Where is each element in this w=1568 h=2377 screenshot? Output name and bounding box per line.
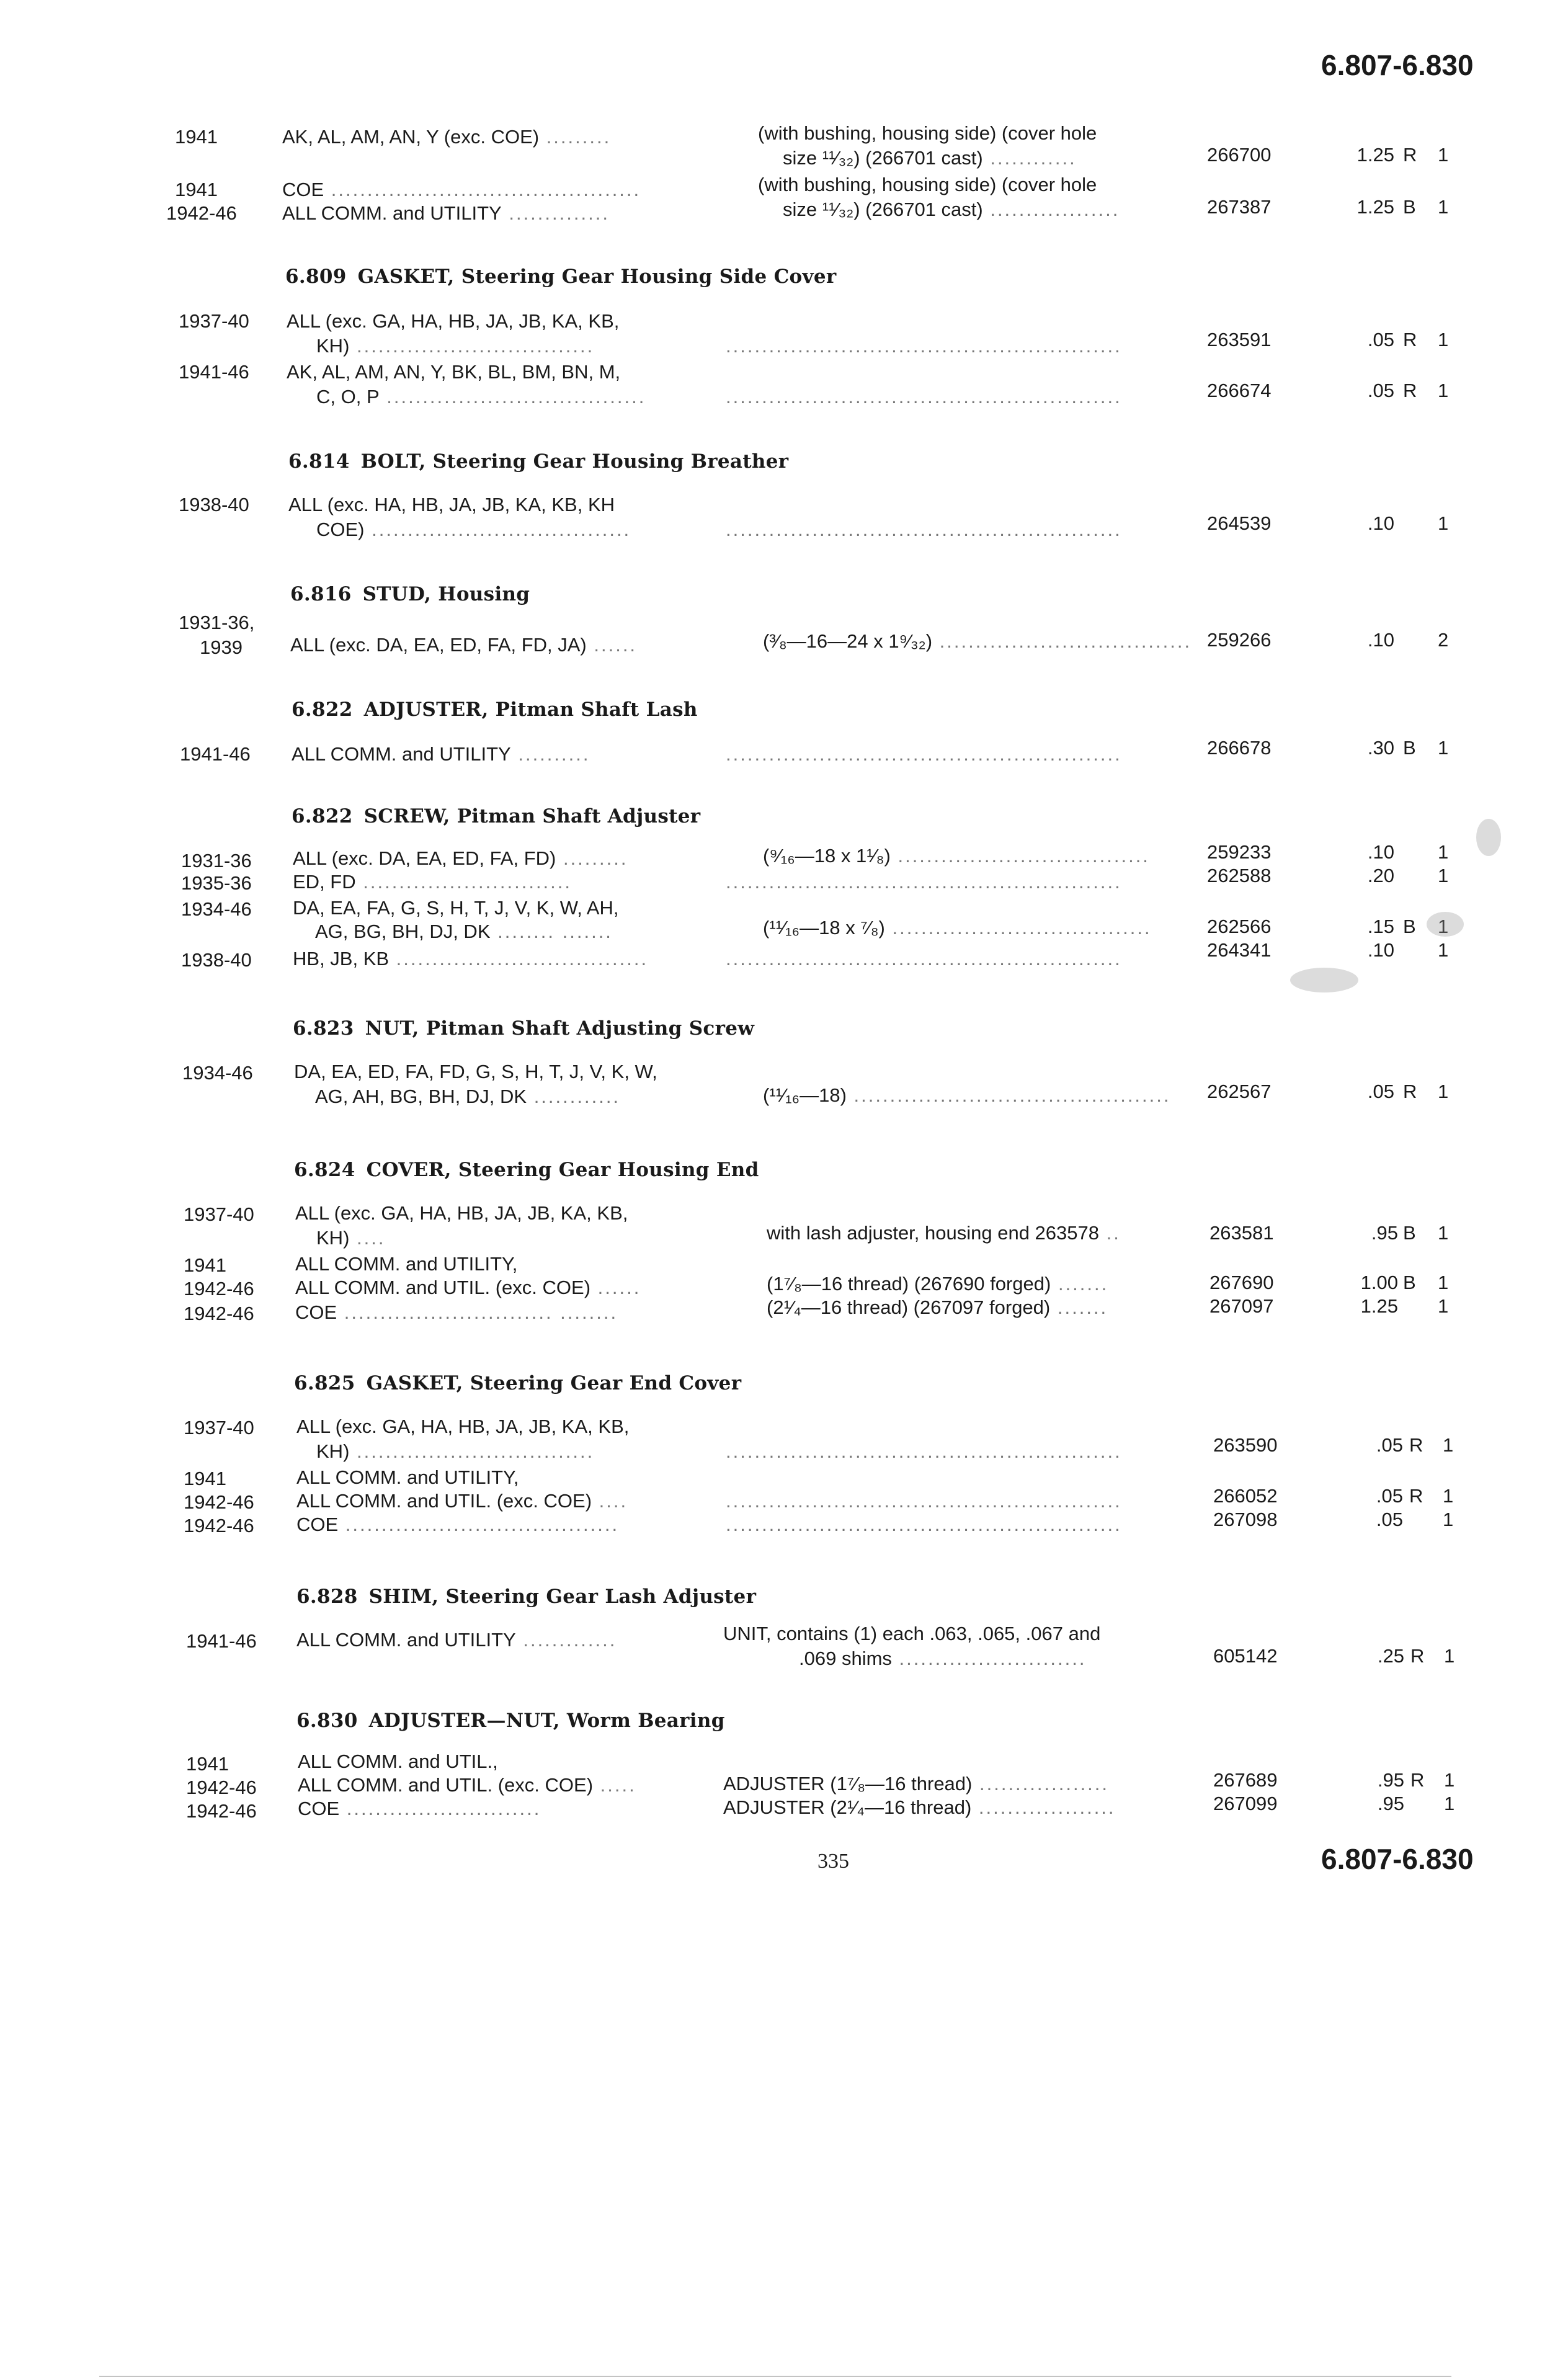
- year: 1937-40: [184, 1417, 254, 1438]
- model: KH) .................................: [316, 1440, 595, 1462]
- quantity: 1: [1438, 1222, 1449, 1244]
- year: 1935-36: [181, 872, 252, 894]
- quantity: 1: [1438, 865, 1449, 886]
- year: 1939: [200, 636, 243, 658]
- year: 1941: [186, 1753, 229, 1775]
- year: 1941-46: [186, 1630, 257, 1652]
- section-heading: 6.822 ADJUSTER, Pitman Shaft Lash: [292, 698, 698, 721]
- description: size ¹¹⁄₃₂) (266701 cast) ............: [783, 147, 1077, 169]
- quantity: 1: [1444, 1645, 1455, 1667]
- description: (¹¹⁄₁₆—18 x ⁷⁄₈) ....................................: [763, 917, 1152, 939]
- scan-speckle: [1476, 819, 1501, 856]
- year: 1942-46: [184, 1491, 254, 1513]
- part-number: 267690: [1209, 1272, 1274, 1293]
- price: .05: [1367, 380, 1394, 401]
- model: AG, BG, BH, DJ, DK ........ .......: [315, 921, 613, 942]
- part-number: 605142: [1213, 1645, 1278, 1667]
- quantity: 1: [1438, 737, 1449, 759]
- part-number: 259266: [1207, 629, 1272, 651]
- code: R: [1409, 1434, 1423, 1456]
- quantity: 1: [1444, 1793, 1455, 1814]
- model: AG, AH, BG, BH, DJ, DK ............: [315, 1086, 621, 1107]
- model: ALL COMM. and UTILITY ..........: [292, 743, 590, 765]
- part-number: 262567: [1207, 1081, 1272, 1102]
- price: .05: [1367, 1081, 1394, 1102]
- section-heading: 6.814 BOLT, Steering Gear Housing Breather: [288, 450, 789, 473]
- price: .95: [1377, 1793, 1404, 1814]
- header-range: 6.807-6.830: [1321, 49, 1474, 81]
- description: size ¹¹⁄₃₂) (266701 cast) ..................: [783, 198, 1120, 220]
- quantity: 1: [1443, 1485, 1454, 1507]
- description: (³⁄₈—16—24 x 1⁹⁄₃₂) ...................................: [763, 630, 1192, 652]
- code: R: [1410, 1645, 1425, 1667]
- code: R: [1403, 1081, 1417, 1102]
- code: R: [1403, 380, 1417, 401]
- code: R: [1410, 1769, 1425, 1791]
- quantity: 1: [1438, 1272, 1449, 1293]
- model: ALL (exc. HA, HB, JA, JB, KA, KB, KH: [288, 494, 615, 515]
- model: HB, JB, KB ...................................: [293, 948, 649, 970]
- model: ALL (exc. DA, EA, ED, FA, FD, JA) ......: [290, 634, 638, 656]
- model: ED, FD .............................: [293, 871, 572, 893]
- year: 1934-46: [181, 898, 252, 920]
- model: ALL COMM. and UTILITY ..............: [282, 202, 610, 224]
- scan-speckle: [1427, 912, 1464, 937]
- quantity: 1: [1444, 1769, 1455, 1791]
- quantity: 1: [1438, 939, 1449, 961]
- year: 1941: [175, 179, 218, 200]
- price: .10: [1367, 841, 1394, 863]
- scan-speckle: [1290, 968, 1358, 992]
- code: B: [1403, 737, 1416, 759]
- quantity: 1: [1438, 1295, 1449, 1317]
- model: ALL (exc. DA, EA, ED, FA, FD) .........: [293, 847, 628, 869]
- part-number: 266674: [1207, 380, 1272, 401]
- quantity: 1: [1438, 916, 1449, 937]
- model: ALL COMM. and UTIL. (exc. COE) ......: [295, 1277, 641, 1298]
- part-number: 263591: [1207, 329, 1272, 350]
- description: (⁹⁄₁₆—18 x 1¹⁄₈) ...................................: [763, 845, 1150, 867]
- code: B: [1403, 1222, 1416, 1244]
- part-number: 267689: [1213, 1769, 1278, 1791]
- year: 1942-46: [186, 1800, 257, 1822]
- model: ALL COMM. and UTIL. (exc. COE) .....: [298, 1774, 636, 1796]
- model: DA, EA, ED, FA, FD, G, S, H, T, J, V, K, W,: [294, 1061, 657, 1082]
- code: B: [1403, 916, 1416, 937]
- model: COE ......................................: [296, 1514, 620, 1535]
- part-number: 263590: [1213, 1434, 1278, 1456]
- price: .95: [1371, 1222, 1398, 1244]
- quantity: 1: [1438, 1081, 1449, 1102]
- price: 1.00: [1360, 1272, 1398, 1293]
- year: 1938-40: [181, 949, 252, 971]
- model: ALL COMM. and UTIL.,: [298, 1750, 498, 1772]
- page-number: 335: [817, 1850, 849, 1873]
- part-number: 266700: [1207, 144, 1272, 166]
- year: 1938-40: [179, 494, 249, 515]
- footer-range: 6.807-6.830: [1321, 1843, 1474, 1875]
- quantity: 1: [1443, 1434, 1454, 1456]
- quantity: 1: [1438, 144, 1449, 166]
- part-number: 266678: [1207, 737, 1272, 759]
- year: 1937-40: [184, 1203, 254, 1225]
- model: COE ............................. ........: [295, 1301, 618, 1323]
- section-heading: 6.830 ADJUSTER—NUT, Worm Bearing: [296, 1710, 725, 1732]
- description: UNIT, contains (1) each .063, .065, .067 and: [723, 1623, 1101, 1644]
- price: .10: [1367, 629, 1394, 651]
- description: (2¹⁄₄—16 thread) (267097 forged) .......: [767, 1296, 1108, 1318]
- quantity: 1: [1438, 512, 1449, 534]
- quantity: 1: [1438, 380, 1449, 401]
- model: KH) .................................: [316, 335, 595, 357]
- year: 1941-46: [180, 743, 251, 765]
- description: with lash adjuster, housing end 263578 ..: [767, 1222, 1121, 1244]
- model: AK, AL, AM, AN, Y, BK, BL, BM, BN, M,: [287, 361, 621, 383]
- price: .10: [1367, 512, 1394, 534]
- part-number: 266052: [1213, 1485, 1278, 1507]
- quantity: 1: [1438, 841, 1449, 863]
- year: 1942-46: [186, 1777, 257, 1798]
- description: (with bushing, housing side) (cover hole: [758, 174, 1097, 195]
- year: 1942-46: [184, 1278, 254, 1300]
- model: ALL (exc. GA, HA, HB, JA, JB, KA, KB,: [287, 310, 620, 332]
- quantity: 1: [1438, 329, 1449, 350]
- price: .10: [1367, 939, 1394, 961]
- model: ALL COMM. and UTILITY,: [295, 1253, 518, 1275]
- year: 1942-46: [184, 1515, 254, 1536]
- part-number: 259233: [1207, 841, 1272, 863]
- model: ALL COMM. and UTILITY .............: [296, 1629, 617, 1651]
- part-number: 267098: [1213, 1509, 1278, 1530]
- part-number: 262566: [1207, 916, 1272, 937]
- price: .05: [1376, 1434, 1403, 1456]
- part-number: 264539: [1207, 512, 1272, 534]
- price: .05: [1376, 1509, 1403, 1530]
- section-heading: 6.828 SHIM, Steering Gear Lash Adjuster: [296, 1585, 757, 1608]
- description: ADJUSTER (2¹⁄₄—16 thread) ...................: [723, 1796, 1116, 1818]
- section-heading: 6.816 STUD, Housing: [290, 583, 530, 605]
- part-number: 267097: [1209, 1295, 1274, 1317]
- section-heading: 6.809 GASKET, Steering Gear Housing Side Cover: [285, 265, 837, 288]
- section-heading: 6.823 NUT, Pitman Shaft Adjusting Screw: [293, 1017, 755, 1040]
- model: COE ...........................: [298, 1798, 541, 1819]
- price: .15: [1367, 916, 1394, 937]
- quantity: 1: [1438, 196, 1449, 218]
- part-number: 267099: [1213, 1793, 1278, 1814]
- model: COE) ....................................: [316, 519, 631, 540]
- price: .20: [1367, 865, 1394, 886]
- part-number: 263581: [1209, 1222, 1274, 1244]
- model: ALL (exc. GA, HA, HB, JA, JB, KA, KB,: [295, 1202, 628, 1224]
- price: 1.25: [1356, 196, 1394, 218]
- quantity: 2: [1438, 629, 1449, 651]
- model: ALL (exc. GA, HA, HB, JA, JB, KA, KB,: [296, 1416, 630, 1437]
- price: .95: [1377, 1769, 1404, 1791]
- model: DA, EA, FA, G, S, H, T, J, V, K, W, AH,: [293, 897, 619, 919]
- model: AK, AL, AM, AN, Y (exc. COE) .........: [282, 126, 612, 148]
- price: 1.25: [1360, 1295, 1398, 1317]
- price: .05: [1376, 1485, 1403, 1507]
- description: (with bushing, housing side) (cover hole: [758, 122, 1097, 144]
- price: .05: [1367, 329, 1394, 350]
- section-heading: 6.825 GASKET, Steering Gear End Cover: [294, 1372, 742, 1394]
- description: (¹¹⁄₁₆—18) ............................................: [763, 1084, 1171, 1106]
- part-number: 264341: [1207, 939, 1272, 961]
- code: B: [1403, 1272, 1416, 1293]
- model: C, O, P ....................................: [316, 386, 646, 408]
- year: 1937-40: [179, 310, 249, 332]
- year: 1931-36: [181, 850, 252, 872]
- model: COE ...........................................: [282, 179, 641, 200]
- description: (1⁷⁄₈—16 thread) (267690 forged) .......: [767, 1273, 1109, 1295]
- model: KH) ....: [316, 1227, 386, 1249]
- part-number: 267387: [1207, 196, 1272, 218]
- model: ALL COMM. and UTIL. (exc. COE) ....: [296, 1490, 628, 1512]
- year: 1931-36,: [179, 612, 255, 633]
- year: 1941: [175, 126, 218, 148]
- year: 1941: [184, 1254, 226, 1276]
- year: 1942-46: [166, 202, 237, 224]
- year: 1942-46: [184, 1303, 254, 1324]
- year: 1934-46: [182, 1062, 253, 1084]
- code: R: [1403, 144, 1417, 166]
- part-number: 262588: [1207, 865, 1272, 886]
- quantity: 1: [1443, 1509, 1454, 1530]
- code: R: [1403, 329, 1417, 350]
- section-heading: 6.822 SCREW, Pitman Shaft Adjuster: [292, 805, 701, 827]
- description: .069 shims ..........................: [799, 1648, 1087, 1669]
- section-heading: 6.824 COVER, Steering Gear Housing End: [294, 1159, 759, 1181]
- model: ALL COMM. and UTILITY,: [296, 1466, 519, 1488]
- year: 1941-46: [179, 361, 249, 383]
- description: ADJUSTER (1⁷⁄₈—16 thread) ..................: [723, 1773, 1110, 1795]
- price: .30: [1367, 737, 1394, 759]
- code: B: [1403, 196, 1416, 218]
- year: 1941: [184, 1468, 226, 1489]
- price: 1.25: [1356, 144, 1394, 166]
- code: R: [1409, 1485, 1423, 1507]
- price: .25: [1377, 1645, 1404, 1667]
